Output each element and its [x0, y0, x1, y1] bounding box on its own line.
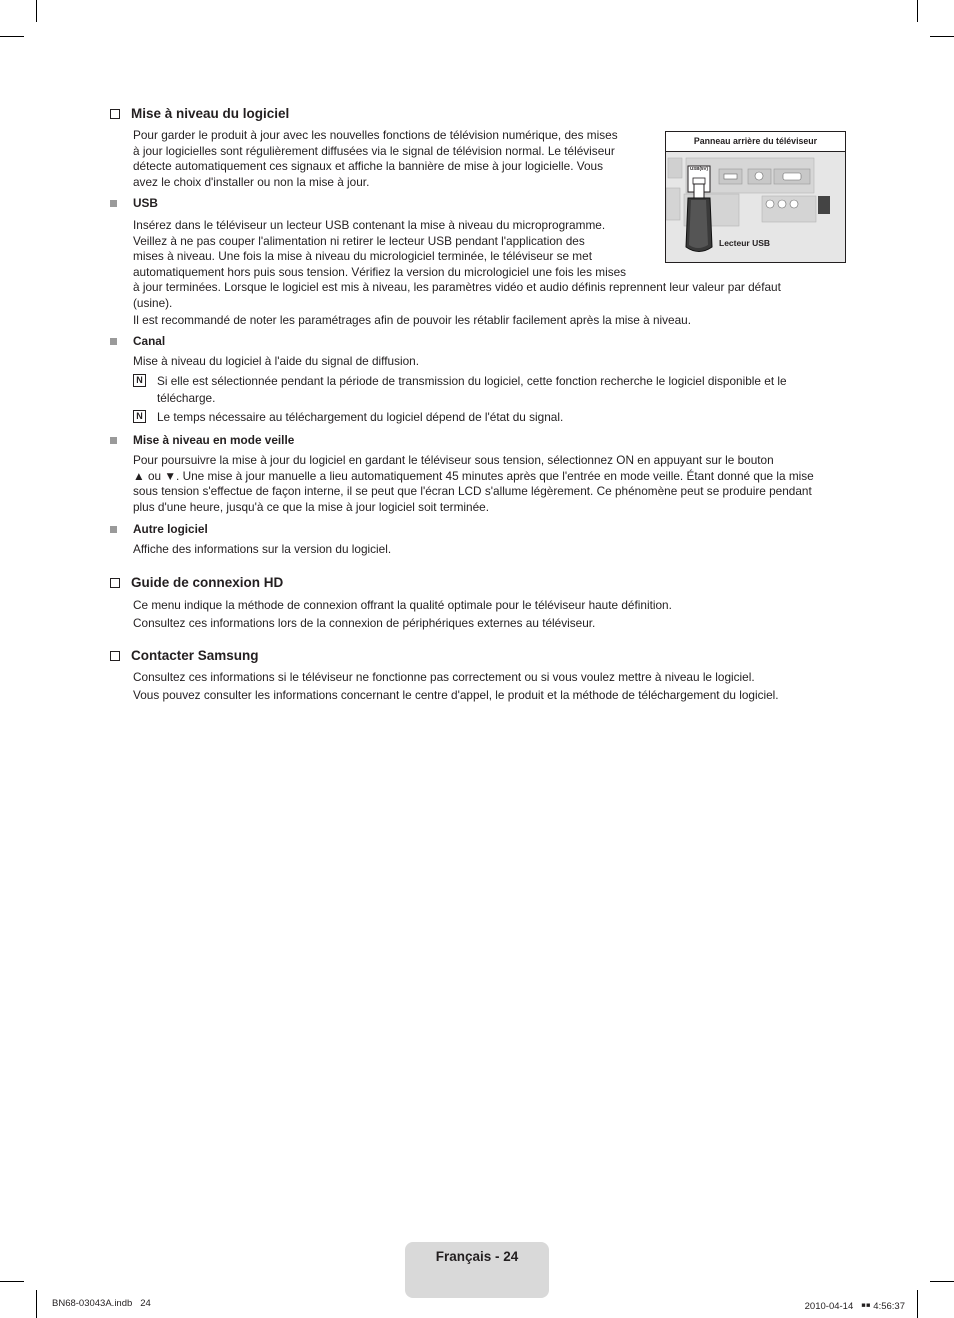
subheading-text: Mise à niveau en mode veille [133, 433, 295, 447]
subheading-text: Autre logiciel [133, 522, 208, 536]
checkbox-bullet-icon [110, 578, 120, 588]
text-line: ▲ ou ▼. Une mise à jour manuelle a lieu automatiquement 45 minutes après que l'entrée en mode veille. Étant donné que la mise [133, 468, 814, 483]
usb-paragraph [133, 218, 853, 329]
text-line: sous tension s'effectue de façon interne, il se peut que l'écran LCD s'allume légèrement. Ce phénomène peut se produire pendant [133, 484, 812, 498]
standby-paragraph [133, 453, 853, 515]
text-line: mises à niveau. Une fois la mise à niveau du micrologiciel terminée, le téléviseur se met [133, 249, 592, 263]
text-line: Veillez à ne pas couper l'alimentation ni retirer le lecteur USB pendant l'application des [133, 233, 585, 248]
crop-mark [36, 0, 37, 22]
section-title: Mise à niveau du logiciel [131, 106, 290, 121]
text-line: avez le choix d'installer ou non la mise à jour. [133, 174, 370, 189]
text-line: Pour poursuivre la mise à jour du logiciel en gardant le téléviseur sous tension, sélectionnez ON en appuyant sur le bouton [133, 453, 774, 467]
text-line: Ce menu indique la méthode de connexion offrant la qualité optimale pour le téléviseur haute définition. [133, 598, 672, 612]
note-icon: N [133, 410, 146, 423]
subheading-usb [110, 196, 158, 210]
section-heading-hd-guide [110, 575, 283, 590]
note-icon: N [133, 374, 146, 387]
text-line: Pour garder le produit à jour avec les nouvelles fonctions de télévision numérique, des mises [133, 128, 618, 142]
text-line: automatiquement hors puis sous tension. Vérifiez la version du micrologiciel une fois les mises [133, 264, 627, 279]
text-line: Vous pouvez consulter les informations concernant le centre d'appel, le produit et la méthode de téléchargement du logiciel. [133, 687, 779, 702]
crop-mark [917, 0, 918, 22]
text-line: détecte automatiquement ces signaux et affiche la bannière de mise à jour logicielle. Vous [133, 159, 603, 173]
hd-guide-paragraph [133, 597, 853, 632]
square-bullet-icon [110, 200, 117, 207]
crop-mark [0, 1281, 24, 1282]
subheading-standby [110, 433, 294, 447]
contact-paragraph [133, 669, 853, 704]
crop-mark [930, 1281, 954, 1282]
square-bullet-icon [110, 437, 117, 444]
subheading-channel [110, 334, 165, 348]
text-line: Consultez ces informations lors de la connexion de périphériques externes au téléviseur. [133, 615, 596, 630]
crop-mark [36, 1290, 37, 1318]
section-heading-software-upgrade [110, 106, 289, 121]
figure-title: Panneau arrière du téléviseur [666, 132, 845, 152]
text-line: (usine). [133, 295, 173, 310]
crop-mark [917, 1290, 918, 1318]
crop-mark [0, 36, 24, 37]
channel-text: Mise à niveau du logiciel à l'aide du signal de diffusion. [133, 354, 419, 368]
subheading-text: Canal [133, 334, 166, 348]
other-software-text: Affiche des informations sur la version du logiciel. [133, 542, 392, 556]
note-item [133, 409, 843, 426]
text-line: Insérez dans le téléviseur un lecteur USB contenant la mise à niveau du microprogramme. [133, 218, 606, 232]
text-line: Si elle est sélectionnée pendant la période de transmission du logiciel, cette fonction recherche le logiciel disponible et le [157, 374, 787, 388]
file-info: BN68-03043A.indb 24 [52, 1298, 151, 1309]
text-line: plus d'une heure, jusqu'à ce que la mise à jour logiciel soit terminée. [133, 499, 489, 514]
text-line: télécharge. [157, 390, 216, 405]
section-title: Contacter Samsung [131, 648, 259, 663]
crop-mark [930, 36, 954, 37]
print-timestamp: 2010-04-14 ￭￭ 4:56:37 [804, 1301, 905, 1312]
section-heading-contact [110, 648, 259, 663]
note-item [133, 373, 843, 406]
page-number: Français - 24 [435, 1249, 519, 1264]
usb-drive-label: Lecteur USB [719, 238, 771, 248]
checkbox-bullet-icon [110, 109, 120, 119]
text-line: à jour logicielles sont régulièrement diffusées via le signal de télévision normal. Le téléviseur [133, 143, 615, 158]
text-line: Consultez ces informations si le téléviseur ne fonctionne pas correctement ou si vous voulez mettre à niveau le logiciel. [133, 670, 755, 684]
subheading-other-software [110, 522, 208, 536]
subheading-text: USB [133, 196, 158, 210]
note-text [157, 373, 787, 406]
text-line: à jour terminées. Lorsque le logiciel est mis à niveau, les paramètres vidéo et audio définis reprennent leur valeur par défaut [133, 280, 781, 294]
usb-port-label: USB(5V) [690, 166, 709, 171]
square-bullet-icon [110, 338, 117, 345]
intro-paragraph [133, 128, 653, 190]
section-title: Guide de connexion HD [131, 575, 284, 590]
square-bullet-icon [110, 526, 117, 533]
note-text: Le temps nécessaire au téléchargement du logiciel dépend de l'état du signal. [157, 410, 564, 424]
checkbox-bullet-icon [110, 651, 120, 661]
text-line: Il est recommandé de noter les paramétrages afin de pouvoir les rétablir facilement après la mise à niveau. [133, 313, 692, 327]
